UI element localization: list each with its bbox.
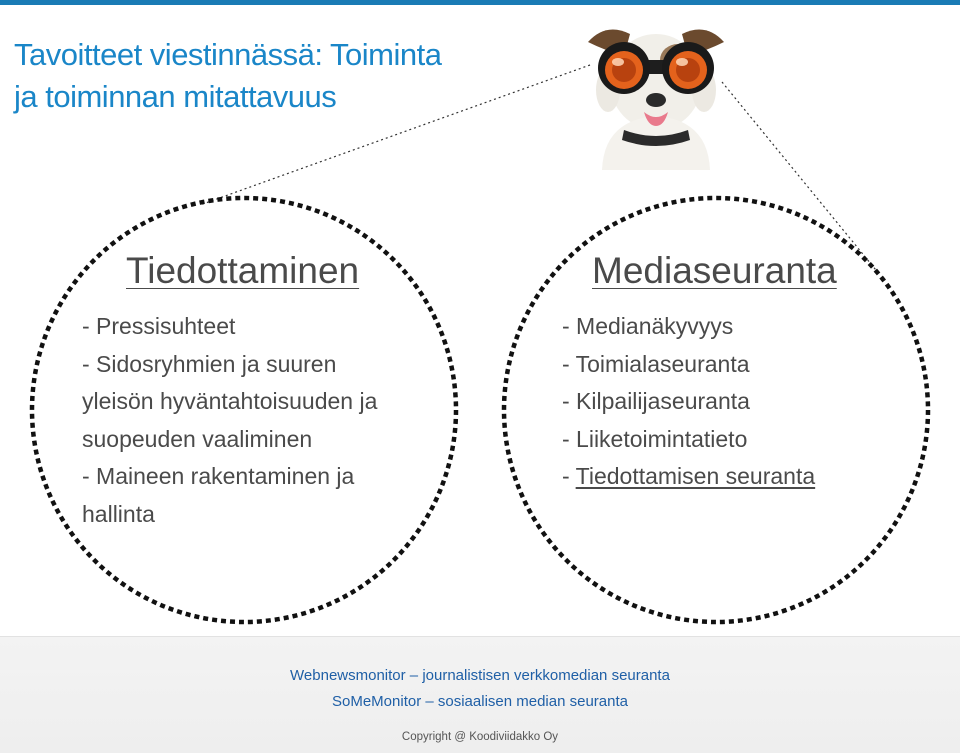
title-line-1: Tavoitteet viestinnässä: Toiminta: [14, 37, 442, 72]
connector-line-right: [722, 82, 880, 275]
left-circle-list: [82, 308, 377, 533]
list-item: - Sidosryhmien ja suuren: [82, 350, 337, 377]
list-item: - Liiketoimintatieto: [562, 425, 748, 452]
dog-with-binoculars-icon: [578, 20, 734, 170]
list-item: - Pressisuhteet: [82, 313, 236, 339]
list-item: [562, 458, 815, 496]
left-circle-heading: Tiedottaminen: [126, 250, 360, 291]
list-item: - Kilpailijaseuranta: [562, 388, 750, 414]
list-item: yleisön hyväntahtoisuuden ja: [82, 388, 378, 414]
right-circle-list: [562, 308, 815, 496]
title-line-2: ja toiminnan mitattavuus: [14, 79, 337, 114]
list-item: - Toimialaseuranta: [562, 350, 750, 377]
footer-somemonitor: SoMeMonitor – sosiaalisen median seuranta: [332, 693, 628, 710]
footer-copyright: Copyright @ Koodiviidakko Oy: [401, 731, 559, 743]
right-circle-heading: Mediaseuranta: [592, 250, 837, 291]
list-item: - Maineen rakentaminen ja: [82, 463, 355, 489]
connector-line-left: [200, 65, 590, 205]
footer: [0, 636, 960, 753]
list-item: - Medianäkyvyys: [562, 313, 734, 339]
tiedottamisen-seuranta-link[interactable]: Tiedottamisen seuranta: [575, 463, 816, 489]
list-item: hallinta: [82, 500, 155, 527]
footer-webnewsmonitor: Webnewsmonitor – journalistisen verkkomedian seuranta: [290, 667, 670, 684]
list-item: suopeuden vaaliminen: [82, 425, 313, 452]
list-item-prefix: -: [562, 463, 576, 489]
